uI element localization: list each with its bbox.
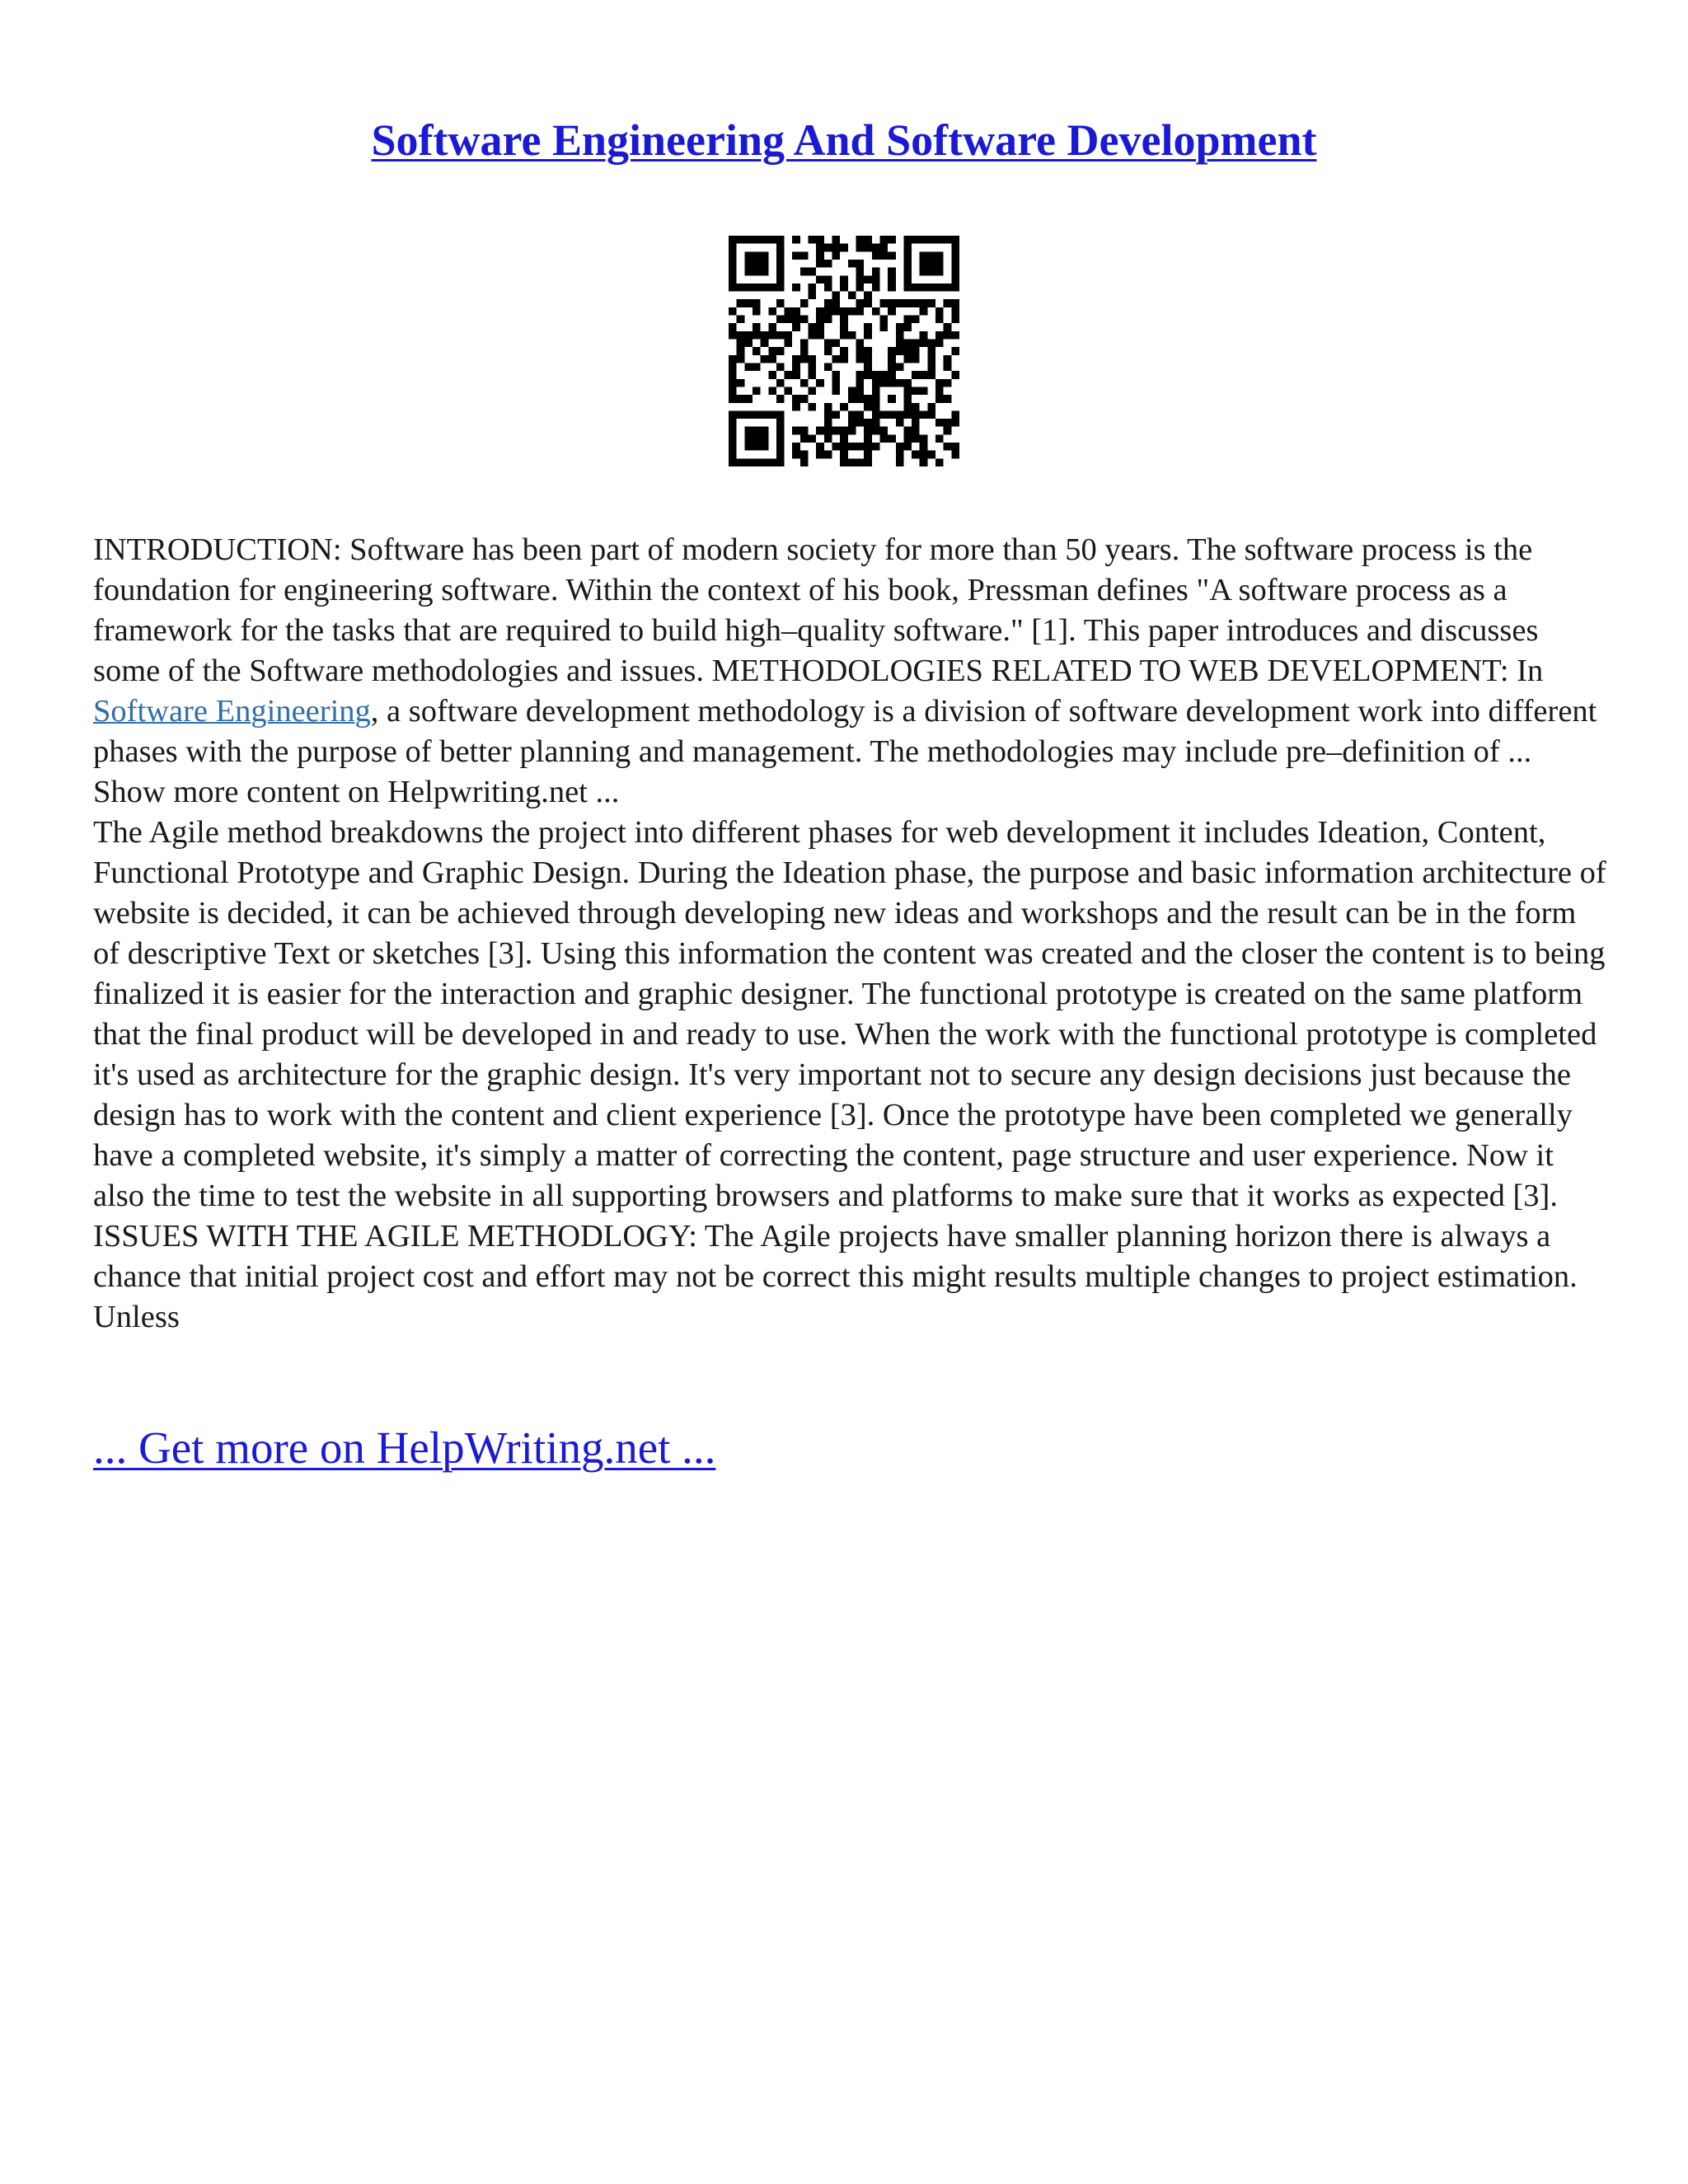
page-title — [0, 111, 1688, 169]
paragraph-introduction-end: , a software development methodology is a division of software development work into different phases with the purpose of better planning and management. The methodologies may include pre–definition of ... Show more content on Helpwriting.net ... — [93, 694, 1597, 809]
software-engineering-link[interactable]: Software Engineering — [93, 694, 371, 729]
qr-code-icon — [729, 236, 959, 466]
paragraph-introduction — [93, 530, 1610, 813]
get-more-link[interactable]: ... Get more on HelpWriting.net ... — [93, 1422, 716, 1473]
paragraph-introduction-start: INTRODUCTION: Software has been part of modern society for more than 50 years. The software process is the foundation for engineering software. Within the context of his book, Pressman defines "A software process as a framework for the tasks that are required to build high–quality software." [1]. This paper introduces and discusses some of the Software methodologies and issues. METHODOLOGIES RELATED TO WEB DEVELOPMENT: In — [93, 532, 1544, 688]
get-more-paragraph — [93, 1419, 715, 1477]
title-link[interactable]: Software Engineering And Software Development — [371, 115, 1317, 165]
paragraph-agile: The Agile method breakdowns the project into different phases for web development it includes Ideation, Content, Functional Prototype and Graphic Design. During the Ideation phase, the purpose and basic information architecture of website is decided, it can be achieved through developing new ideas and workshops and the result can be in the form of descriptive Text or sketches [3]. Using this information the content was created and the closer the content is to being finalized it is easier for the interaction and graphic designer. The functional prototype is created on the same platform that the final product will be developed in and ready to use. When the work with the functional prototype is completed it's used as architecture for the graphic design. It's very important not to secure any design decisions just because the design has to work with the content and client experience [3]. Once the prototype have been completed we generally have a completed website, it's simply a matter of correcting the content, page structure and user experience. Now it also the time to test the website in all supporting browsers and platforms to make sure that it works as expected [3]. ISSUES WITH THE AGILE METHODLOGY: The Agile projects have smaller planning horizon there is always a chance that initial project cost and effort may not be correct this might results multiple changes to project estimation. Unless — [93, 815, 1606, 1334]
article-body — [93, 530, 1610, 1338]
